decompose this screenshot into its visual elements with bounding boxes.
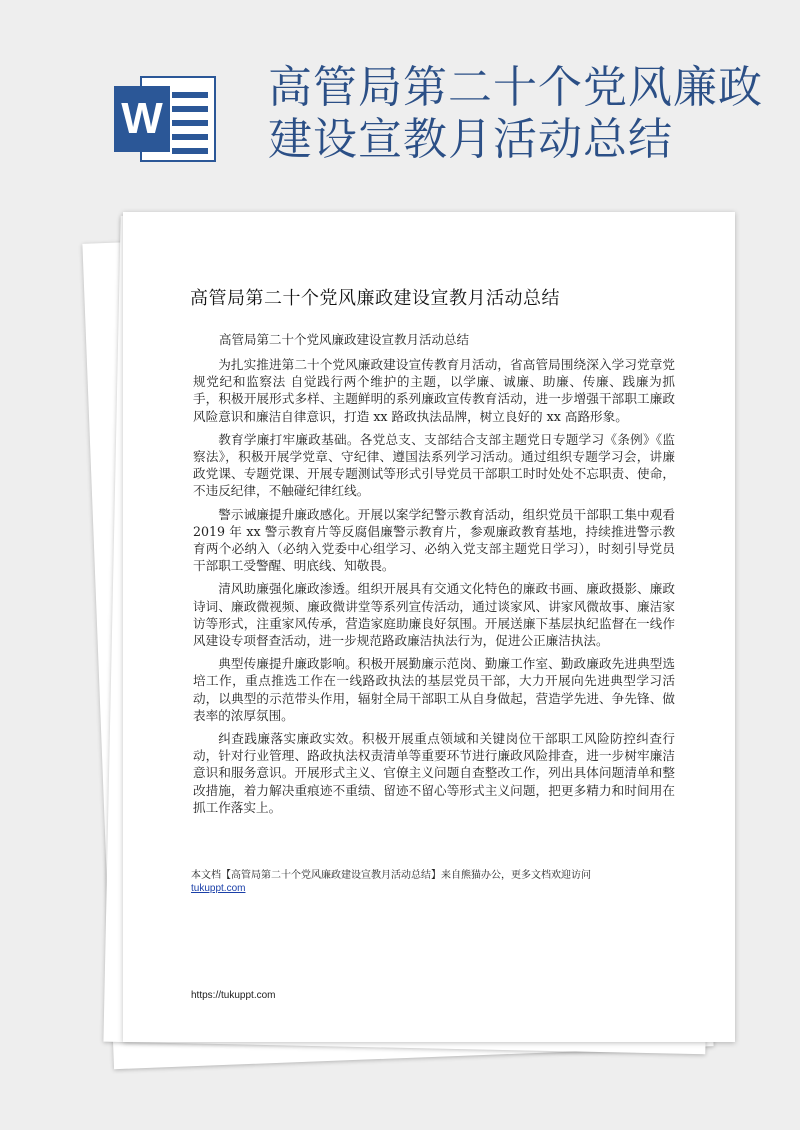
word-icon-letter: W [114, 86, 170, 152]
footer-note-text: 本文档【高管局第二十个党风廉政建设宣教月活动总结】来自熊猫办公，更多文档欢迎访问 [191, 870, 591, 881]
document-body [193, 356, 675, 822]
paragraph-inspection: 纠查践廉落实廉政实效。积极开展重点领域和关键岗位干部职工风险防控纠查行动，针对行业管理、路政执法权责清单等重要环节进行廉政风险排查，进一步树牢廉洁意识和服务意识。开展形式主义、官僚主义问题自查整改工作，列出具体问题清单和整改措施，着力解决重痕迹不重绩、留迹不留心等形式主义问题，把更多精力和时间用在抓工作落实上。 [193, 731, 675, 815]
paragraph-model: 典型传廉提升廉政影响。积极开展勤廉示范岗、勤廉工作室、勤政廉政先进典型选培工作，重点推选工作在一线路政执法的基层党员干部，大力开展向先进典型学习活动，以典型的示范带头作用，辐射全局干部职工从自身做起，营造学先进、争先锋、做表率的浓厚氛围。 [193, 656, 675, 723]
document-subtitle: 高管局第二十个党风廉政建设宣教月活动总结 [219, 332, 470, 347]
bottom-url[interactable]: https://tukuppt.com [191, 990, 276, 1001]
banner-title: 高管局第二十个党风廉政建设宣教月活动总结 [268, 62, 763, 165]
footer-note [191, 869, 681, 895]
document-page [123, 212, 735, 1042]
word-document-icon [110, 70, 220, 170]
document-title: 高管局第二十个党风廉政建设宣教月活动总结 [190, 288, 560, 309]
footer-link[interactable]: tukuppt.com [191, 883, 246, 894]
paragraph-intro: 为扎实推进第二十个党风廉政建设宣传教育月活动，省高管局围绕深入学习党章党规党纪和监察法 自觉践行两个维护的主题，以学廉、诚廉、助廉、传廉、践廉为抓手，积极开展形式多样、主题鲜明的系列廉政宣传教育活动，进一步增强干部职工廉政风险意识和廉洁自律意识，打造 xx 路政执法品牌，树立良好的 xx 高路形象。 [193, 357, 675, 424]
banner [0, 0, 800, 210]
paragraph-clean-wind: 清风助廉强化廉政渗透。组织开展具有交通文化特色的廉政书画、廉政摄影、廉政诗词、廉政微视频、廉政微讲堂等系列宣传活动，通过谈家风、讲家风微故事、廉洁家访等形式，注重家风传承，营造家庭助廉良好氛围。开展送廉下基层执纪监督在一线作风建设专项督查活动，进一步规范路政廉洁执法行为，促进公正廉洁执法。 [193, 581, 675, 649]
paragraph-education: 教育学廉打牢廉政基础。各党总支、支部结合支部主题党日专题学习《条例》《监察法》，积极开展学党章、守纪律、遵国法系列学习活动。通过组织专题学习会，讲廉政党课、专题党课、开展专题测试等形式引导党员干部职工时时处处不忘职责、使命，不违反纪律，不触碰纪律红线。 [193, 431, 675, 499]
paragraph-warning: 警示诫廉提升廉政感化。开展以案学纪警示教育活动，组织党员干部职工集中观看 2019 年 xx 警示教育片等反腐倡廉警示教育片，参观廉政教育基地，持续推进警示教育两个必纳入（必纳入党委中心组学习、必纳入党支部主题党日学习），时刻引导党员干部职工受警醒、明底线、知敬畏。 [193, 506, 675, 574]
